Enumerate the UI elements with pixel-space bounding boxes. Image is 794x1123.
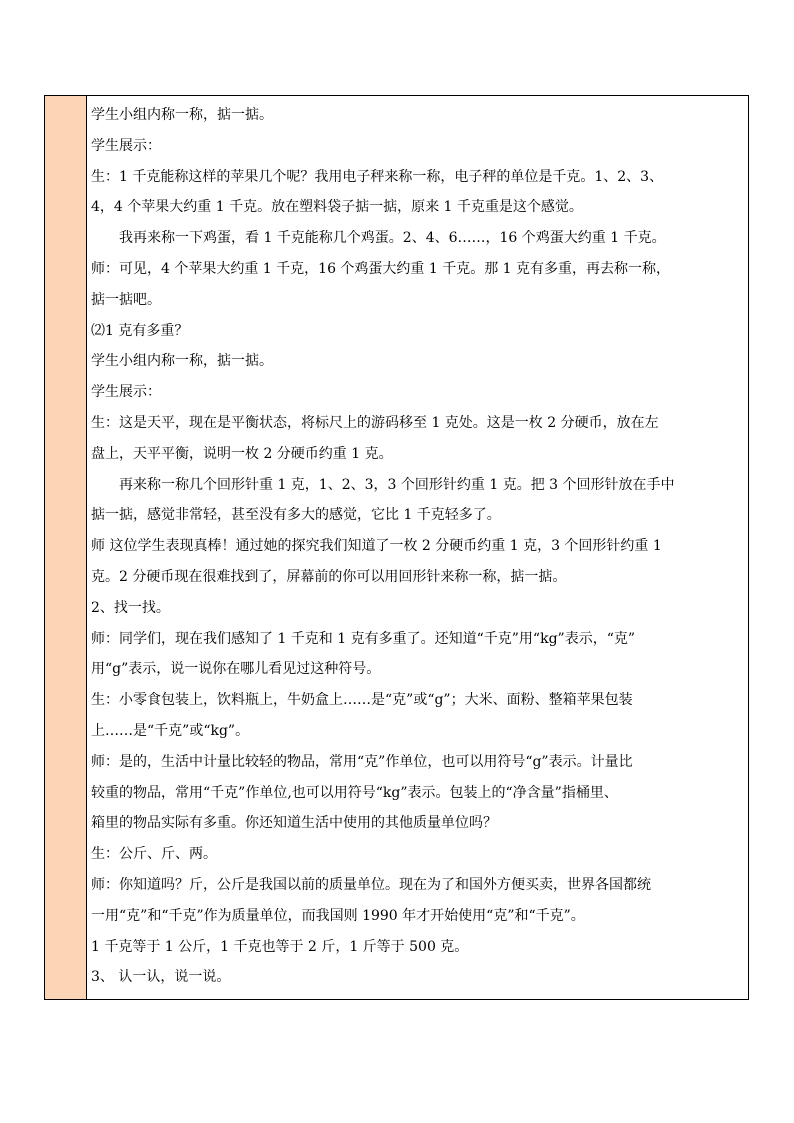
content-column: [87, 96, 748, 999]
text-line: 箱里的物品实际有多重。你还知道生活中使用的其他质量单位吗？: [91, 815, 497, 832]
text-line: 师：可见，4 个苹果大约重 1 千克，16 个鸡蛋大约重 1 千克。那 1 克有多重，再去称一称，: [91, 260, 671, 277]
text-line: 2、找一找。: [91, 599, 170, 616]
text-line: 3、 认一认，说一说。: [91, 969, 231, 986]
text-line: 克。2 分硬币现在很难找到了，屏幕前的你可以用回形针来称一称，掂一掂。: [91, 568, 567, 585]
text-line: 再来称一称几个回形针重 1 克，1、2、3，3 个回形针约重 1 克。把 3 个回形针放在手中: [119, 476, 675, 493]
text-line: 4，4 个苹果大约重 1 千克。放在塑料袋子掂一掂，原来 1 千克重是这个感觉。: [91, 199, 583, 216]
text-line: 生：小零食包装上，饮料瓶上，牛奶盒上……是“克”或“g”；大米、面粉、整箱苹果包装: [91, 692, 633, 709]
text-line: 盘上，天平平衡，说明一枚 2 分硬币约重 1 克。: [91, 445, 393, 462]
text-line: 生：公斤、斤、两。: [91, 846, 217, 863]
text-line: 学生展示：: [91, 137, 161, 154]
text-line: 师：你知道吗？斤，公斤是我国以前的质量单位。现在为了和国外方便买卖，世界各国都统: [91, 876, 651, 893]
text-line: 师：是的，生活中计量比较轻的物品，常用“克”作单位，也可以用符号“g”表示。计量比: [91, 753, 633, 770]
text-line: 用“g”表示，说一说你在哪儿看见过这种符号。: [91, 661, 381, 678]
text-line: 师 这位学生表现真棒！通过她的探究我们知道了一枚 2 分硬币约重 1 克，3 个回形针约重 1: [91, 538, 662, 555]
text-line: 一用“克”和“千克”作为质量单位，而我国则 1990 年才开始使用“克”和“千克”。: [91, 907, 585, 924]
text-line: 上……是“千克”或“kg”。: [91, 722, 250, 739]
text-line: 生：这是天平，现在是平衡状态，将标尺上的游码移至 1 克处。这是一枚 2 分硬币，放在左: [91, 414, 659, 431]
text-line: 学生小组内称一称，掂一掂。: [91, 107, 273, 123]
text-line: 较重的物品，常用“千克”作单位,也可以用符号“kg”表示。包装上的“净含量”指桶里、: [91, 784, 618, 801]
text-line: 生：1 千克能称这样的苹果几个呢？我用电子秤来称一称，电子秤的单位是千克。1、2、3、: [91, 168, 664, 185]
text-line: 学生小组内称一称，掂一掂。: [91, 353, 273, 370]
text-line: 掂一掂吧。: [91, 291, 161, 308]
text-line: 我再来称一下鸡蛋，看 1 千克能称几个鸡蛋。2、4、6……，16 个鸡蛋大约重 1 千克。: [119, 230, 666, 247]
text-line: ⑵1 克有多重？: [91, 322, 189, 339]
lesson-table: [44, 95, 749, 1000]
text-line: 1 千克等于 1 公斤，1 千克也等于 2 斤，1 斤等于 500 克。: [91, 938, 469, 955]
side-column: [45, 96, 87, 999]
text-line: 学生展示：: [91, 384, 161, 401]
text-line: 掂一掂，感觉非常轻，甚至没有多大的感觉，它比 1 千克轻多了。: [91, 507, 501, 524]
text-line: 师：同学们，现在我们感知了 1 千克和 1 克有多重了。还知道“千克”用“kg”表示，“克”: [91, 630, 636, 647]
